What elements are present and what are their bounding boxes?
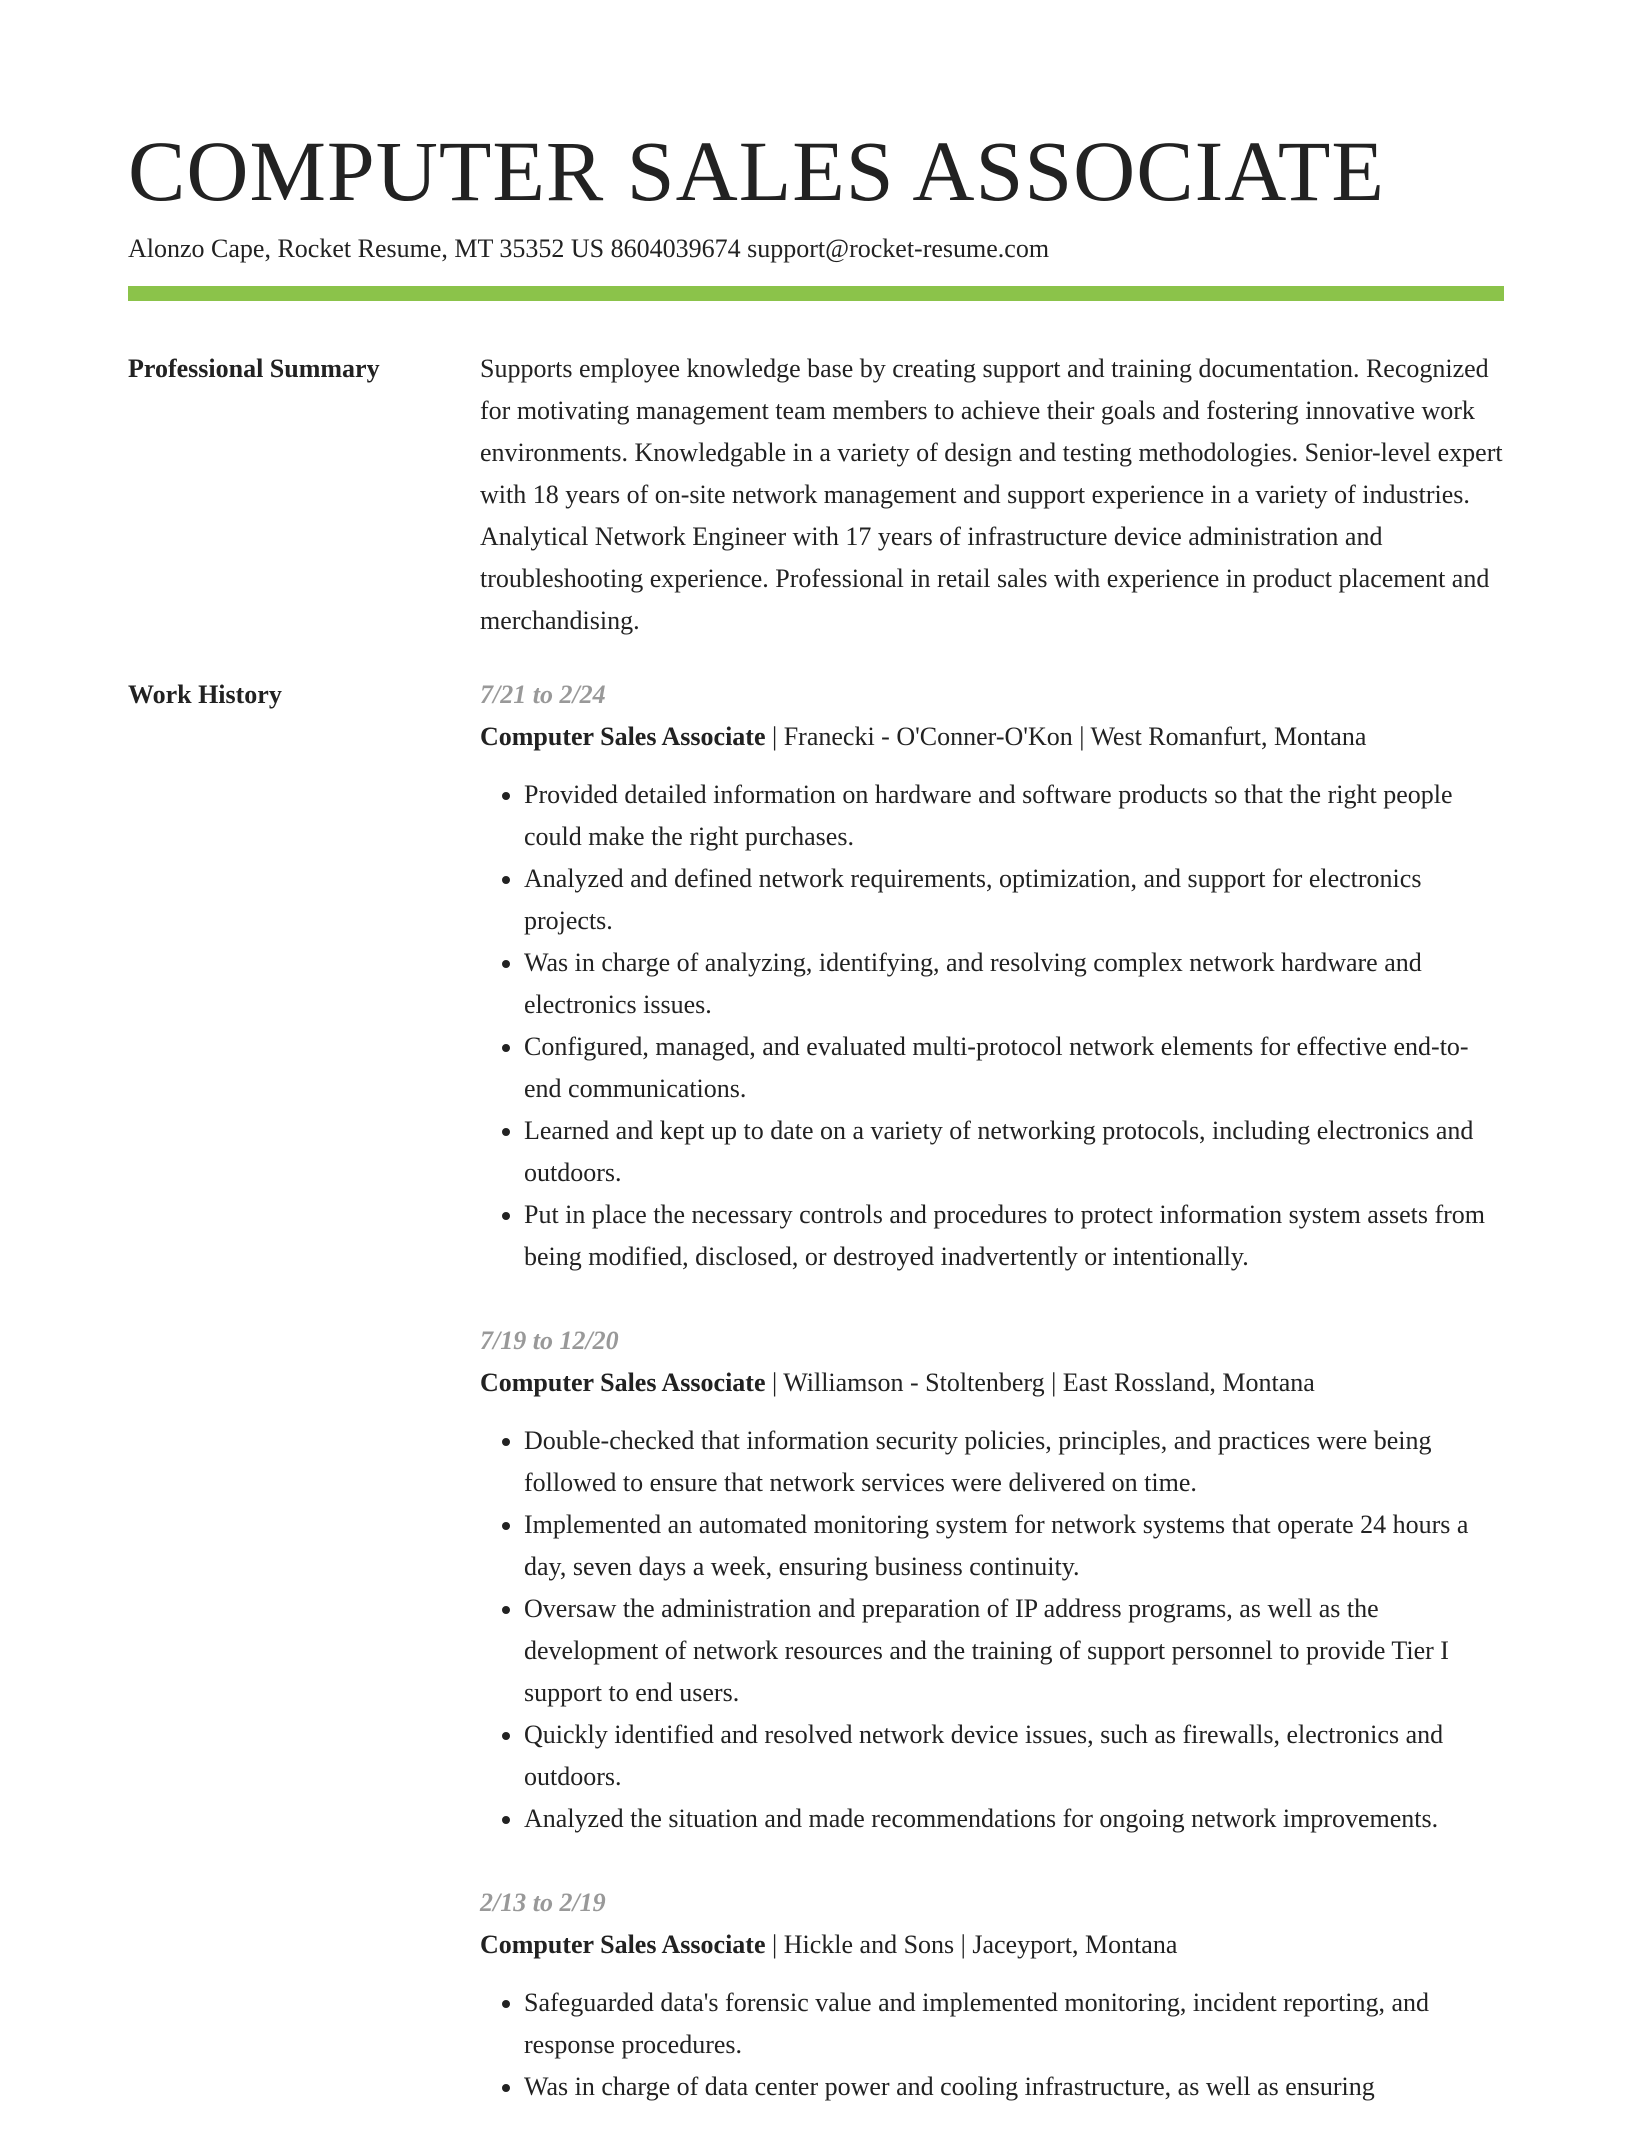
contact-info: Alonzo Cape, Rocket Resume, MT 35352 US 8604039674 support@rocket-resume.com: [128, 234, 1050, 263]
job-dates: 7/21 to 2/24: [480, 680, 606, 709]
summary-text: Supports employee knowledge base by creating support and training documentation. Recognized for motivating management team members to achieve their goals and fostering innovative work environments. Knowledgable in a variety of design and testing methodologies. Senior-level expert with 18 years of on-site network management and support experience in a variety of industries. Analytical Network Engineer with 17 years of infrastructure device administration and troubleshooting experience. Professional in retail sales with experience in product placement and merchandising.: [480, 354, 1503, 635]
job-entry: [480, 1882, 1504, 2108]
job-title: Computer Sales Associate: [480, 722, 766, 751]
job-title: Computer Sales Associate: [480, 1930, 766, 1959]
header-divider: [128, 286, 1504, 301]
job-heading: [480, 716, 1504, 758]
job-bullet: • Configured, managed, and evaluated multi-protocol network elements for effective end-to-end communications.: [524, 1026, 1504, 1110]
job-bullet: • Analyzed and defined network requirements, optimization, and support for electronics projects.: [524, 858, 1504, 942]
job-details: | Hickle and Sons | Jaceyport, Montana: [765, 1930, 1178, 1959]
job-bullet: • Analyzed the situation and made recommendations for ongoing network improvements.: [524, 1798, 1504, 1840]
job-details: | Franecki - O'Conner-O'Kon | West Romanfurt, Montana: [765, 722, 1367, 751]
job-bullet: • Quickly identified and resolved network device issues, such as firewalls, electronics and outdoors.: [524, 1714, 1504, 1798]
job-entry: [480, 674, 1504, 1278]
job-title: Computer Sales Associate: [480, 1368, 766, 1397]
job-heading: [480, 1362, 1504, 1404]
job-bullet: • Was in charge of data center power and cooling infrastructure, as well as ensuring: [524, 2066, 1504, 2108]
job-bullet: • Provided detailed information on hardware and software products so that the right people could make the right purchases.: [524, 774, 1504, 858]
job-bullet-list: [480, 774, 1504, 1278]
job-bullet: • Safeguarded data's forensic value and implemented monitoring, incident reporting, and response procedures.: [524, 1982, 1504, 2066]
job-bullet: • Oversaw the administration and preparation of IP address programs, as well as the development of network resources and the training of support personnel to provide Tier I support to end users.: [524, 1588, 1504, 1714]
summary-body: [480, 348, 1504, 642]
section-label-professional-summary: Professional Summary: [128, 354, 380, 383]
job-details: | Williamson - Stoltenberg | East Rossland, Montana: [765, 1368, 1315, 1397]
job-bullet-list: [480, 1982, 1504, 2108]
job-bullet: • Learned and kept up to date on a variety of networking protocols, including electronics and outdoors.: [524, 1110, 1504, 1194]
job-dates: 7/19 to 12/20: [480, 1326, 619, 1355]
job-bullet: • Implemented an automated monitoring system for network systems that operate 24 hours a day, seven days a week, ensuring business continuity.: [524, 1504, 1504, 1588]
job-heading: [480, 1924, 1504, 1966]
job-entry: [480, 1320, 1504, 1840]
job-bullet: • Was in charge of analyzing, identifying, and resolving complex network hardware and electronics issues.: [524, 942, 1504, 1026]
job-bullet-list: [480, 1420, 1504, 1840]
job-dates: 2/13 to 2/19: [480, 1888, 606, 1917]
work-history-body: [480, 674, 1504, 2150]
resume-title: COMPUTER SALES ASSOCIATE: [128, 123, 1385, 219]
section-label-work-history: Work History: [128, 680, 282, 709]
job-bullet: • Double-checked that information security policies, principles, and practices were being followed to ensure that network services were delivered on time.: [524, 1420, 1504, 1504]
job-bullet: • Put in place the necessary controls and procedures to protect information system assets from being modified, disclosed, or destroyed inadvertently or intentionally.: [524, 1194, 1504, 1278]
